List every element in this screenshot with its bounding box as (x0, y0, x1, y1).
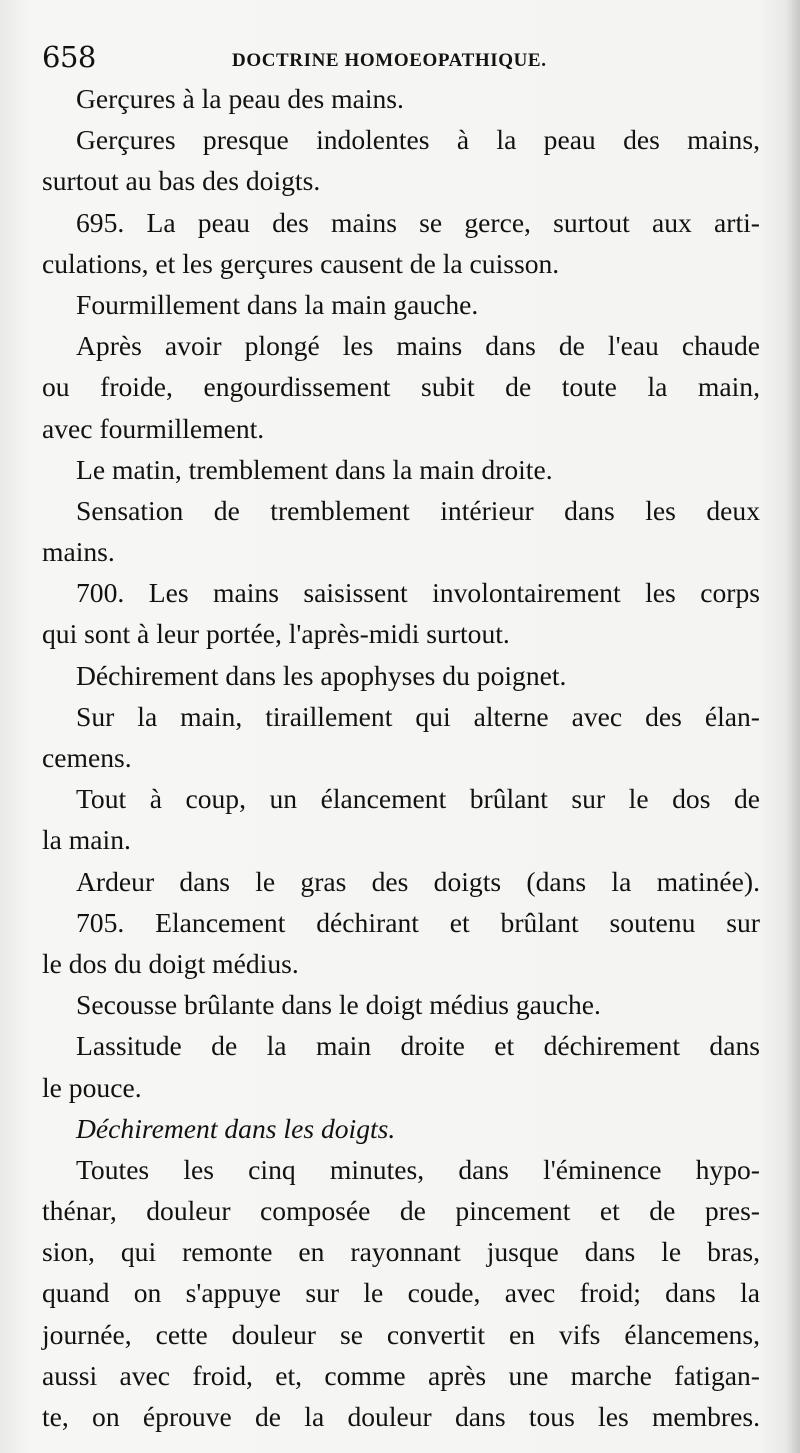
text-line-content: avec fourmillement. (42, 412, 265, 444)
text-line-content: le pouce. (42, 1071, 142, 1103)
text-line (42, 819, 760, 860)
text-line-content: Déchirement dans les apophyses du poignet. (76, 659, 567, 691)
running-title: DOCTRINE HOMOEOPATHIQUE. (232, 50, 547, 71)
text-line (42, 243, 760, 284)
text-line (42, 408, 760, 449)
text-line (42, 1396, 760, 1437)
text-line (42, 613, 760, 654)
text-line (42, 902, 760, 943)
text-line-content: Toutes les cinq minutes, dans l'éminence hypo- (76, 1153, 760, 1185)
text-line (42, 325, 760, 366)
text-line (42, 655, 760, 696)
text-line-content: Après avoir plongé les mains dans de l'eau chaude (76, 330, 760, 362)
text-line-content: Tout à coup, un élancement brûlant sur le dos de (76, 783, 760, 815)
text-line-content: sion, qui remonte en rayonnant jusque dans le bras, (42, 1236, 760, 1268)
text-line-content: 695. La peau des mains se gerce, surtout aux arti- (76, 206, 760, 238)
body-text (42, 78, 760, 1437)
text-line-content: 700. Les mains saisissent involontairement les corps (76, 577, 760, 609)
text-line-content: Fourmillement dans la main gauche. (76, 288, 479, 320)
text-line (42, 1025, 760, 1066)
text-line (42, 737, 760, 778)
text-line-content: le dos du doigt médius. (42, 947, 299, 979)
text-line (42, 1190, 760, 1231)
text-line (42, 202, 760, 243)
text-line (42, 1231, 760, 1272)
text-line-content: Ardeur dans le gras des doigts (dans la matinée). (76, 865, 760, 897)
text-line (42, 572, 760, 613)
text-line (42, 284, 760, 325)
text-line-content: thénar, douleur composée de pincement et de pres- (42, 1195, 760, 1227)
text-line-content: la main. (42, 824, 131, 856)
text-line (42, 531, 760, 572)
text-line (42, 778, 760, 819)
text-line (42, 1355, 760, 1396)
text-line-content: aussi avec froid, et, comme après une marche fatigan- (42, 1359, 760, 1391)
text-line (42, 366, 760, 407)
text-line (42, 1272, 760, 1313)
text-line (42, 861, 760, 902)
text-line (42, 943, 760, 984)
text-line-content: culations, et les gerçures causent de la cuisson. (42, 247, 560, 279)
text-line-content: Déchirement dans les doigts. (76, 1112, 396, 1144)
text-line-content: mains. (42, 536, 115, 568)
page-edge-shadow (786, 0, 800, 1453)
text-line (42, 160, 760, 201)
text-line (42, 984, 760, 1025)
text-line (42, 1314, 760, 1355)
text-line-content: Sensation de tremblement intérieur dans les deux (76, 494, 760, 526)
text-line-content: Lassitude de la main droite et déchirement dans (76, 1030, 760, 1062)
text-line-content: cemens. (42, 742, 132, 773)
text-line (42, 490, 760, 531)
text-line-content: Gerçures presque indolentes à la peau des mains, (76, 124, 760, 156)
text-line-content: Le matin, tremblement dans la main droite. (76, 453, 553, 485)
text-line-content: Sur la main, tiraillement qui alterne avec des élan- (76, 700, 760, 732)
text-line-content: journée, cette douleur se convertit en vifs élancemens, (42, 1318, 760, 1350)
text-line (42, 1108, 760, 1149)
page-header (42, 40, 762, 80)
text-line (42, 1149, 760, 1190)
text-line (42, 1067, 760, 1108)
text-line-content: qui sont à leur portée, l'après-midi surtout. (42, 618, 510, 650)
text-line (42, 696, 760, 737)
text-line-content: Secousse brûlante dans le doigt médius gauche. (76, 989, 601, 1021)
text-line-content: ou froide, engourdissement subit de toute la main, (42, 371, 760, 403)
text-line-content: quand on s'appuye sur le coude, avec froid; dans la (42, 1277, 760, 1309)
text-line-content: Gerçures à la peau des mains. (76, 83, 404, 114)
text-line (42, 449, 760, 490)
text-line (42, 119, 760, 160)
text-line-content: te, on éprouve de la douleur dans tous les membres. (42, 1401, 760, 1432)
page-number: 658 (42, 40, 96, 74)
text-line-content: surtout au bas des doigts. (42, 165, 321, 197)
text-line-content: 705. Elancement déchirant et brûlant soutenu sur (76, 906, 760, 938)
text-line (42, 78, 760, 119)
